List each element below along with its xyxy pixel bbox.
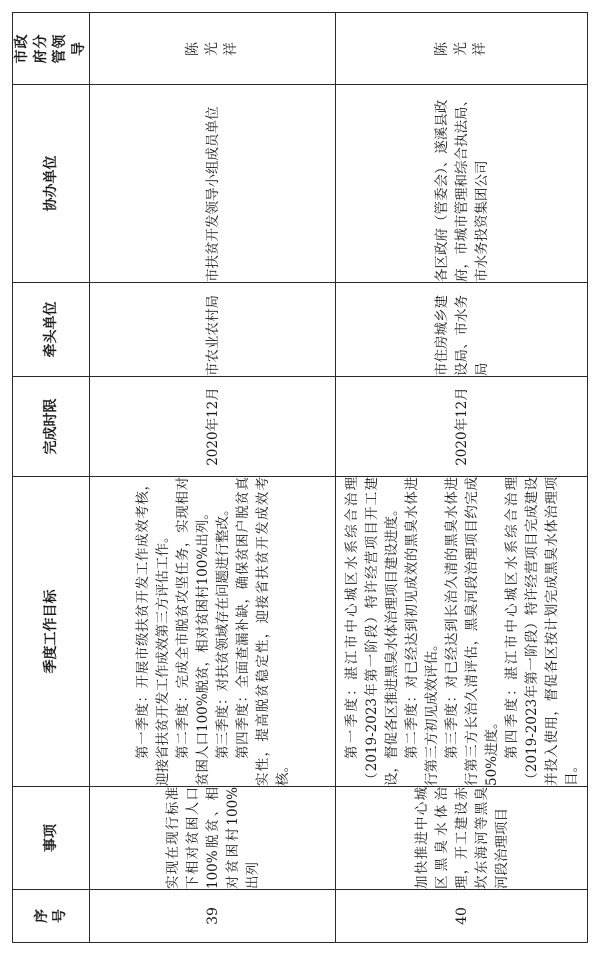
row-39-assist: 市扶贫开发领导小组成员单位 xyxy=(90,85,336,283)
goal-q2: 第二季度：对已经达到初见成效的黑臭水体进行第三方初见成效评估。 xyxy=(403,477,440,786)
row-39-lead: 市农业农村局 xyxy=(90,283,336,377)
row-39-time: 2020年12月 xyxy=(90,377,336,477)
header-leader: 市政府分管领导 xyxy=(13,13,90,85)
row-40-assist: 各区政府（管委会）、遂溪县政府，市城市管理和综合执法局、市水务投资集团公司 xyxy=(336,85,588,283)
header-goal: 季度工作目标 xyxy=(13,477,90,787)
row-39-goals xyxy=(90,477,336,787)
row-40-time: 2020年12月 xyxy=(336,377,588,477)
row-40-item: 加快推进中心城区黑臭水体治理，开工建设赤坎东海河等黑臭河段治理项目 xyxy=(336,787,588,890)
goal-q4: 第四季度：全面查漏补缺，确保贫困户脱贫真实性，提高脱贫稳定性，迎接省扶贫开发成效考核。 xyxy=(234,477,291,786)
goal-q3: 第三季度：对扶贫领域存在问题进行整改。 xyxy=(214,502,231,759)
row-40-seq: 40 xyxy=(336,890,588,943)
header-item: 事项 xyxy=(13,787,90,890)
header-assist: 协办单位 xyxy=(13,85,90,283)
row-40-goals xyxy=(336,477,588,787)
goal-q4: 第四季度：湛江市中心城区水系综合治理（2019-2023年第一阶段）特许经营项目完成建设并投入使用，督促各区按计划完成黑臭水体治理项目。 xyxy=(503,477,580,786)
row-39-seq: 39 xyxy=(90,890,336,943)
row-40-lead: 市住房城乡建设局、市水务局 xyxy=(336,283,588,377)
table-row xyxy=(336,13,588,943)
header-seq: 序号 xyxy=(13,890,90,943)
goal-q1: 第一季度：湛江市中心城区水系综合治理（2019-2023年第一阶段）特许经营项目开工建设，督促各区推进黑臭水体治理项目建设进度。 xyxy=(343,477,400,786)
work-target-table xyxy=(12,12,588,943)
goal-q2: 第二季度：完成全市脱贫攻坚任务，实现相对贫困人口100%脱贫，相对贫困村100%出列。 xyxy=(174,477,211,786)
header-lead: 牵头单位 xyxy=(13,283,90,377)
table-row xyxy=(90,13,336,943)
row-39-item: 实现在现行标准下相对贫困人口100%脱贫、相对贫困村100%出列 xyxy=(90,787,336,890)
header-time: 完成时限 xyxy=(13,377,90,477)
row-40-leader: 陈光祥 xyxy=(336,13,588,85)
row-39-leader: 陈光祥 xyxy=(90,13,336,85)
table-header-row xyxy=(13,13,90,943)
goal-q3: 第三季度：对已经达到长治久清的黑臭水体进行第三方长治久清评估，黑臭河段治理项目约完成50%进度。 xyxy=(443,477,500,786)
goal-q1: 第一季度：开展市级扶贫开发工作成效考核，迎接省扶贫开发工作成效第三方评估工作。 xyxy=(134,477,171,786)
